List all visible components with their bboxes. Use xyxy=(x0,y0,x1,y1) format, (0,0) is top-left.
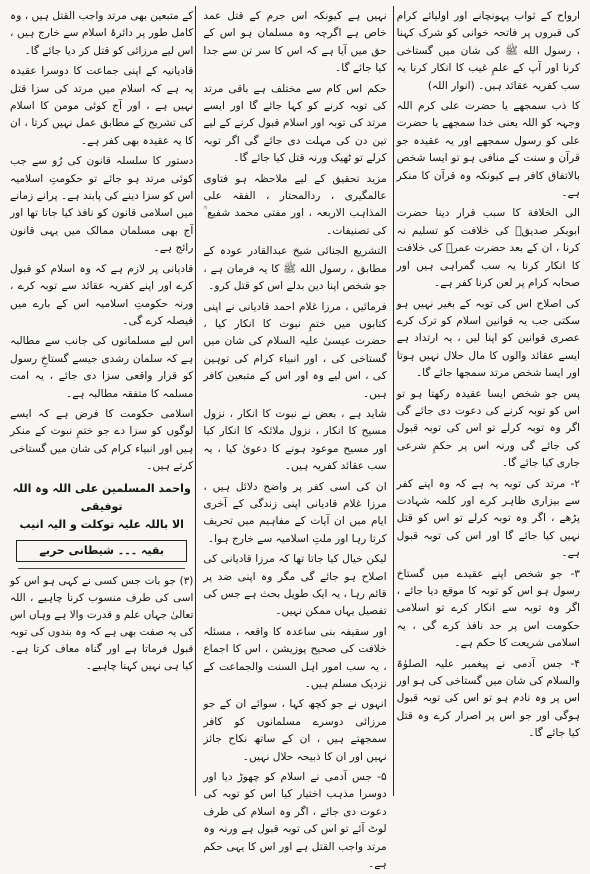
paragraph: ۴- جس آدمی نے پیغمبر علیہ الصلوٰۃ والسلام کی شان میں گستاخی کی ہو اور اس پر وہ نادم ہو تو اس کی توبہ قبول ہوگی اور جو اس پر اصرار کرے وہ قتل کیا جائے گا۔ xyxy=(396,657,580,740)
paragraph: ان کی اسی کفر پر واضح دلائل ہیں ، مرزا غلام قادیانی اپنی زندگی کے آخری ایام میں ان آیات کے مفاہیم میں تحریف کرتا رہا اور ملتِ اسلامیہ سے خارج ہوا۔ xyxy=(203,480,387,545)
paragraph: اس لیے مسلمانوں کی جانب سے مطالبہ ہے کہ سلمان رشدی جیسے گستاخِ رسول کو قرار واقعی سزا دی جائے ، یہ امت مسلمہ کا متفقہ مطالبہ ہے۔ xyxy=(10,335,194,400)
paragraph: مزید تحقیق کے لیے ملاحظہ ہو فتاوی عالمگیری ، ردالمحتار ، الفقہ علی المذاہب الاربعہ ، اور مفتی محمد شفیع ؒ کی تصنیفات۔ xyxy=(203,172,387,237)
paragraph: قادیانی پر لازم ہے کہ وہ اسلام کو قبول کرے اور اپنے کفریہ عقائد سے توبہ کرے ، ورنہ حکومتِ اسلامیہ اس کے بارے میں فیصلہ کرے گی۔ xyxy=(10,262,194,327)
paragraph: شاید ہے ، بعض نے نبوت کا انکار ، نزول مسیح کا انکار ، نزول ملائکہ کا انکار کیا اور مسیح موعود ہونے کا دعویٰ کیا ، یہ سب عقائد کفریہ ہیں۔ xyxy=(203,407,387,473)
paragraph: کا ذب سمجھے یا حضرت علی کرم اللہ وجہہ کو اللہ یعنی خدا سمجھے یا حضرت علی کو رسول سمجھے اور یہ عقیدہ جو قرآن و سنت کے منافی ہو تو ایسا شخص بالاتفاق کافر ہے کیونکہ وہ قرآن کا منکر ہے۔ xyxy=(396,100,580,200)
paragraph: حکم اس کام سے مختلف ہے باقی مرتد کی توبہ کرنے کو کہا جائے گا اور ایسے مرتد کی توبہ اور اسلام قبول کرنے کے لیے تین دن کی مہلت دی جائے گی اگر توبہ کرلے تو ٹھیک ورنہ قتل کیا جائے گا۔ xyxy=(203,82,387,165)
paragraph: پس جو شخص ایسا عقیدہ رکھتا ہو تو اس کو توبہ کرنے کی دعوت دی جائے گی اگر وہ توبہ کرلے تو اس کی توبہ قبول کی جائے گی ورنہ اس پر حکمِ شرعی جاری کیا جائے گا۔ xyxy=(396,387,580,470)
paragraph: دستور کا سلسلہ قانون کی رُو سے جب کوئی مرتد ہو جائے تو حکومتِ اسلامیہ اس کو سزا دینے کی پابند ہے۔ پرانے زمانے میں اسلامی قانون کو نافذ کیا جاتا تھا اور آج بھی مسلمان ممالک میں یہی قانون رائج ہے۔ xyxy=(10,155,194,255)
paragraph: قادیانیہ کے اپنی جماعت کا دوسرا عقیدہ یہ ہے کہ اسلام میں مرتد کی سزا قتل نہیں ہے ، اور آج کوئی مومن کا اسلام کی تشریح کے مطابق عمل نہیں کرتا ، ان کا یہ عقیدہ بھی کفر ہے۔ xyxy=(10,65,194,147)
closing-line: الا باللہ علیہ توکلت و الیہ انیب xyxy=(19,517,184,531)
paragraph: کی اصلاح اس کی توبہ کے بغیر نہیں ہو سکتی جب یہ قوانین اسلام کو ترک کرے عصری قوانین کو اپنا لیں ، یہ ارتداد ہے ایسے عقائد والوں کا مال حلال نہیں ہوتا اور ایسا شخص مرتد سمجھا جائے گا۔ xyxy=(396,297,580,380)
column-middle xyxy=(203,8,387,871)
paragraph: ۳- جو شخص اپنے عقیدے میں گستاخ رسول ہو اس کو توبہ کا موقع دیا جائے ، اگر وہ توبہ سے انکار کرے تو اسلامی حکومت اس پر حد نافذ کرے گی ، یہ اسلامی شریعت کا حکم ہے۔ xyxy=(396,567,580,650)
paragraph: التشریع الجنائی شیخ عبدالقادر عودہ کے مطابق ، رسول الله ﷺ کا یہ فرمان ہے ، جو شخص اپنا دین بدلے اس کو قتل کرو۔ xyxy=(203,245,387,293)
paragraph: الی الخلافة کا سبب قرار دینا حضرت ابوبکر صدیقؓ کی خلافت کو تسلیم نہ کرنا ، ان کے بعد حضرت عمرؓ کی خلافت کا انکار کرنا یہ سب گمراہی ہیں اور صحابہ کرام پر لعن کرنا کفر ہے۔ xyxy=(396,207,580,290)
column-left xyxy=(10,8,193,794)
paragraph: ۵- جس آدمی نے اسلام کو چھوڑ دیا اور دوسرا مذہب اختیار کیا اس کو توبہ کی دعوت دی جائے ، اگر وہ اسلام کی طرف لوٹ آئے تو اس کی توبہ قبول ہے ورنہ وہ مرتد واجب القتل ہے اور اس کا یہی حکم ہے۔ xyxy=(203,771,387,871)
paragraph: اسلامی حکومت کا فرض ہے کہ ایسے لوگوں کو سزا دے جو ختمِ نبوت کے منکر ہیں اور انبیاء کرام کی شان میں گستاخی کرتے ہیں۔ xyxy=(10,407,194,473)
paragraph: اور سقیفہ بنی ساعدہ کا واقعہ ، مسئلہ خلافت کی صحیح پوزیشن ، اس کا اجماع ، یہ سب امور اہل السنت والجماعت کے نزدیک مسلم ہیں۔ xyxy=(203,625,387,691)
paragraph: کے متبعین بھی مرتد واجب القتل ہیں ، وہ کامل طور پر دائرۂ اسلام سے خارج ہیں ، اس لیے مرزائی کو قتل کر دیا جائے گا۔ xyxy=(10,10,194,57)
footnote-divider xyxy=(18,568,185,569)
paragraph: انہوں نے جو کچھ کہا ، سوائے ان کے جو مرزائی دوسرے مسلمانوں کو کافر سمجھتے ہیں ، ان کے ساتھ نکاح جائز نہیں اور ان کا ذبیحہ حلال نہیں۔ xyxy=(203,698,387,763)
paragraph: لیکن خیال کیا جاتا تھا کہ مرزا قادیانی کی اصلاح ہو جائے گی مگر وہ اپنی ضد پر قائم رہا ، یہ ایک طویل بحث ہے جس کی تفصیل یہاں ممکن نہیں۔ xyxy=(203,553,387,618)
paragraph: فرمائیں ، مرزا غلام احمد قادیانی نے اپنی کتابوں میں ختمِ نبوت کا انکار کیا ، حضرت عیسیٰ علیہ السلام کی شان میں گستاخی کی ، اور انبیاء کرام کی توہین کی ، اس لیے وہ اور اس کے متبعین کافر ہیں۔ xyxy=(203,300,387,400)
paragraph: نہیں ہے کیونکہ اس جرم کے قتل عمد خاص ہے اگرچہ وہ مسلمان ہو اس کے حق میں آیا ہے کہ اس کا سر تن سے جدا کیا جائے گا۔ xyxy=(203,10,387,75)
text-columns xyxy=(10,8,580,871)
column-divider xyxy=(393,6,394,796)
continuation-box: بقیہ ۔۔۔ شیطانی حربے xyxy=(16,540,187,562)
footnote: (۳) جو بات جس کسی نے کہی ہو اس کو اسی کی طرف منسوب کرنا چاہیے ، اللہ تعالیٰ جہاں علم و قدرت والا ہے وہاں اس کی یہ صفت بھی ہے کہ وہ بندوں کی توبہ قبول فرماتا ہے اور گناہ معاف کرتا ہے۔ کیا ہی نہیں کہنا چاہیے۔ xyxy=(10,574,194,672)
paragraph: ارواح کے ثواب پہونچانے اور اولیائے کرام کی قبروں پر فاتحہ خوانی کو شرک کہنا ، رسول الله ﷺ کی شان میں گستاخی کرنا اور آپ کے علمِ غیب کا انکار کرنا یہ سب کفریہ عقائد ہیں۔ (انوار اللہ) xyxy=(396,10,580,92)
column-right xyxy=(397,8,580,794)
column-divider xyxy=(195,6,196,796)
paragraph: ۲- مرتد کی توبہ یہ ہے کہ وہ اپنے کفر سے بیزاری ظاہر کرے اور کلمہ شہادت پڑھے ، اگر وہ توبہ کرلے تو اس کو قتل نہیں کیا جائے گا اور اس کی توبہ قبول ہے۔ xyxy=(396,477,580,560)
closing-line: واحمد المسلمین علی اللہ وہ اللہ توفیقی xyxy=(12,481,191,513)
closing-prayer xyxy=(10,480,193,534)
